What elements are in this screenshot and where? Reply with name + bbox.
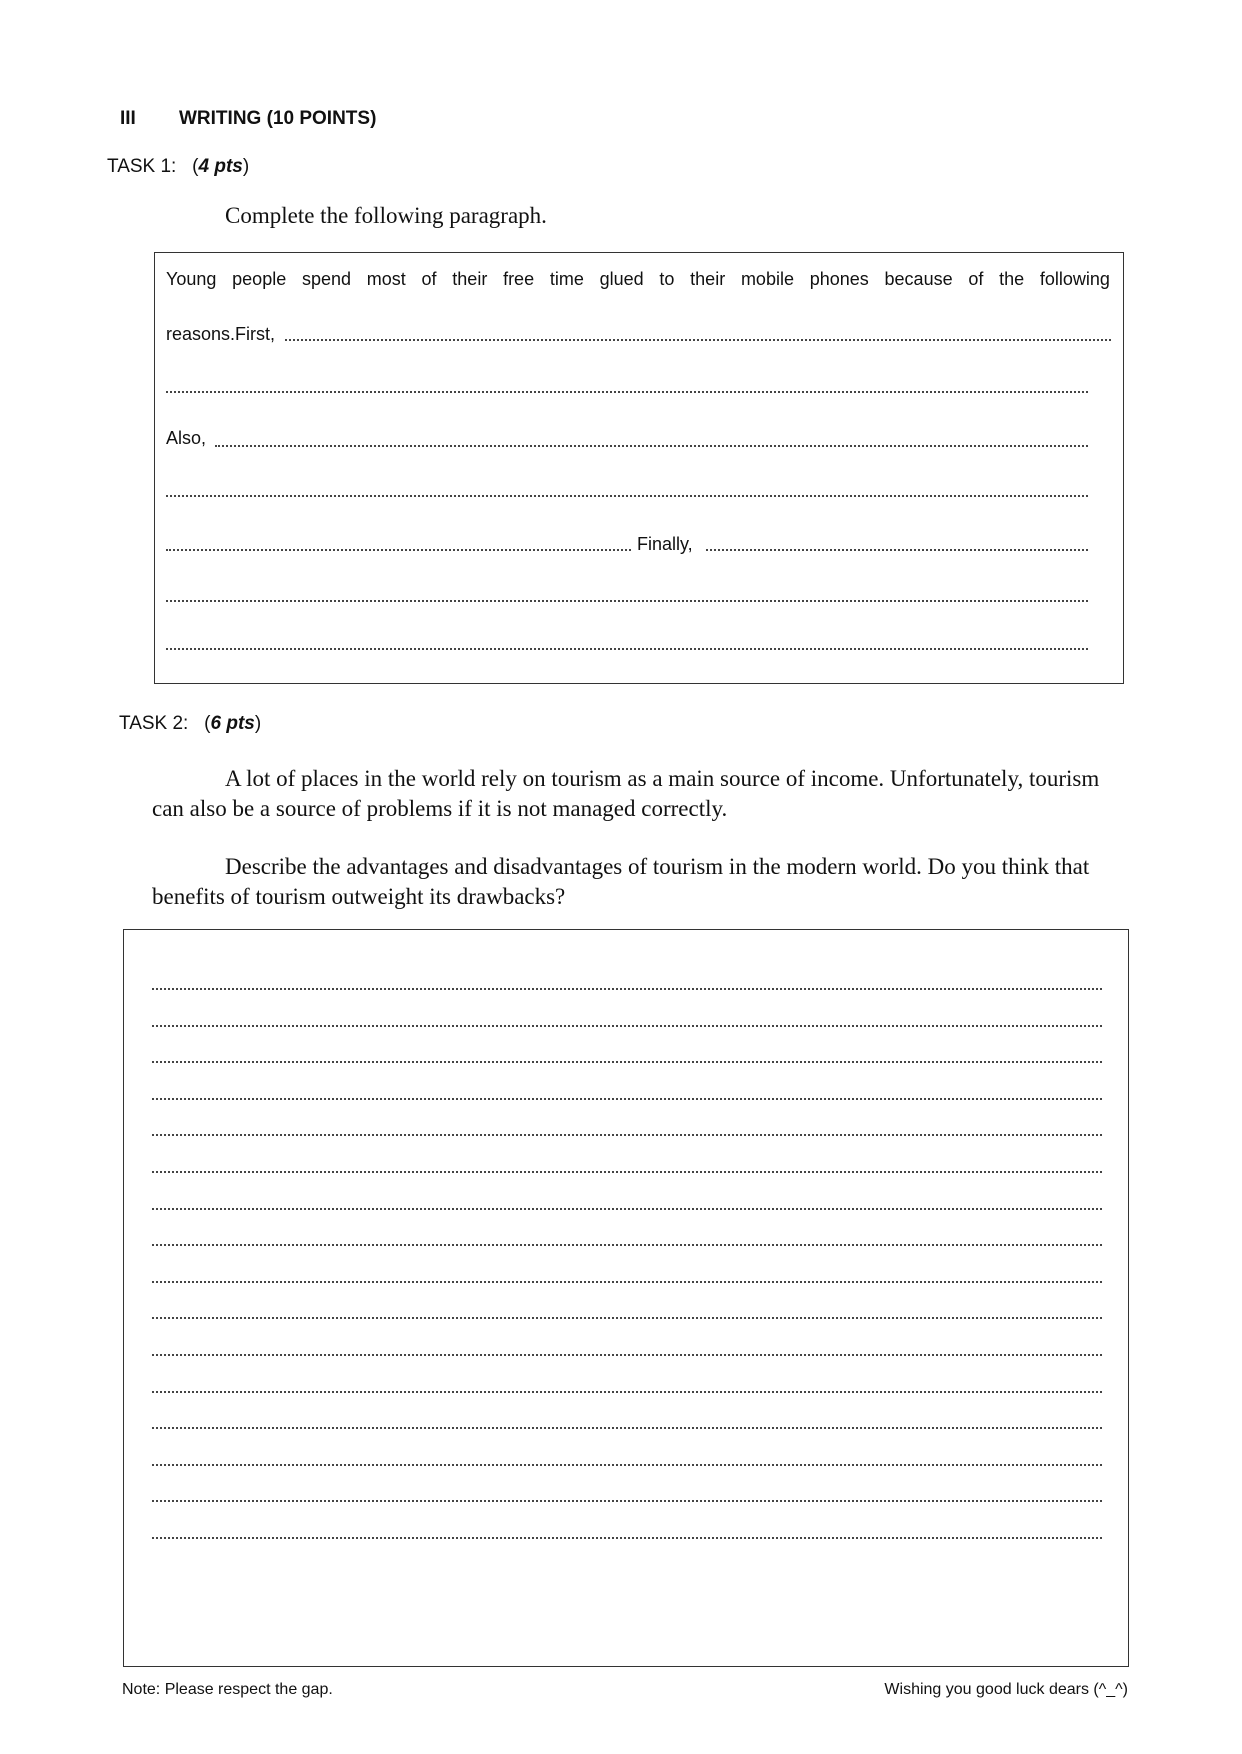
task2-answer-line[interactable] xyxy=(152,1168,1102,1173)
task2-answer-line[interactable] xyxy=(152,1351,1102,1356)
task2-points: 6 pts xyxy=(210,713,255,734)
task2-label: TASK 2: (6 pts) xyxy=(119,713,262,734)
task1-blank-4[interactable] xyxy=(166,492,1088,497)
task1-blank-8[interactable] xyxy=(166,645,1088,650)
task1-label-text: TASK 1: xyxy=(107,156,177,177)
task1-blank-5[interactable] xyxy=(166,546,631,551)
task1-opening-word: time xyxy=(549,269,584,289)
task1-opening-word: spend xyxy=(301,269,352,289)
task1-opening-word: their xyxy=(452,269,488,289)
task1-opening-word: to xyxy=(659,269,675,289)
task2-answer-line[interactable] xyxy=(152,1424,1102,1429)
footer-wish: Wishing you good luck dears (^_^) xyxy=(884,1681,1128,1698)
task2-answer-line[interactable] xyxy=(152,1388,1102,1393)
task2-answer-line[interactable] xyxy=(152,1095,1102,1100)
footer-note: Note: Please respect the gap. xyxy=(122,1681,333,1698)
task2-paragraph-1 xyxy=(152,764,1132,824)
task2-paragraph-2-text: Describe the advantages and disadvantages of tourism in the modern world. Do you think that benefits of tourism outweight its drawbacks? xyxy=(152,854,1090,909)
task1-opening-word: because xyxy=(884,269,953,289)
task1-blank-2[interactable] xyxy=(166,388,1088,393)
task2-answer-line[interactable] xyxy=(152,985,1102,990)
task2-answer-line[interactable] xyxy=(152,1022,1102,1027)
task1-opening-word: mobile xyxy=(740,269,794,289)
section-title: WRITING (10 POINTS) xyxy=(179,108,377,129)
task1-blank-7[interactable] xyxy=(166,597,1088,602)
task2-answer-line[interactable] xyxy=(152,1314,1102,1319)
task1-opening-word: glued xyxy=(599,269,644,289)
task1-line2-prefix: reasons.First, xyxy=(166,324,276,344)
task1-opening-word: free xyxy=(503,269,535,289)
task1-opening-word: the xyxy=(999,269,1025,289)
task1-also-prefix: Also, xyxy=(166,428,207,448)
task1-points: 4 pts xyxy=(198,156,243,177)
task2-answer-box xyxy=(123,929,1129,1667)
task1-finally-word: Finally, xyxy=(637,534,693,554)
task1-opening-word: following xyxy=(1039,269,1110,289)
task2-answer-line[interactable] xyxy=(152,1497,1102,1502)
task2-answer-line[interactable] xyxy=(152,1131,1102,1136)
task1-instruction: Complete the following paragraph. xyxy=(225,203,547,228)
task1-opening-word: Young xyxy=(166,269,217,289)
task2-answer-line[interactable] xyxy=(152,1205,1102,1210)
task2-paragraph-1-text: A lot of places in the world rely on tourism as a main source of income. Unfortunately, tourism can also be a source of problems if it is not managed correctly. xyxy=(152,766,1100,821)
task2-answer-line[interactable] xyxy=(152,1461,1102,1466)
task1-blank-3[interactable] xyxy=(215,442,1088,447)
task2-answer-line[interactable] xyxy=(152,1534,1102,1539)
task1-answer-box xyxy=(154,252,1124,684)
section-number: III xyxy=(120,108,136,129)
task2-answer-line[interactable] xyxy=(152,1278,1102,1283)
task1-opening-word: people xyxy=(232,269,287,289)
task1-opening-word: phones xyxy=(809,269,869,289)
task1-opening-word: of xyxy=(421,269,437,289)
task1-opening-word: most xyxy=(366,269,406,289)
task1-blank-1[interactable] xyxy=(285,336,1111,341)
task1-opening-word: their xyxy=(690,269,726,289)
task2-answer-line[interactable] xyxy=(152,1241,1102,1246)
task1-opening-word: of xyxy=(968,269,984,289)
task2-paragraph-2 xyxy=(152,852,1132,912)
task1-blank-6[interactable] xyxy=(706,546,1088,551)
task2-label-text: TASK 2: xyxy=(119,713,189,734)
task2-answer-line[interactable] xyxy=(152,1058,1102,1063)
task1-paragraph-opening xyxy=(166,267,1110,291)
task1-line-2[interactable] xyxy=(166,322,1112,346)
task1-label: TASK 1: (4 pts) xyxy=(107,156,250,177)
